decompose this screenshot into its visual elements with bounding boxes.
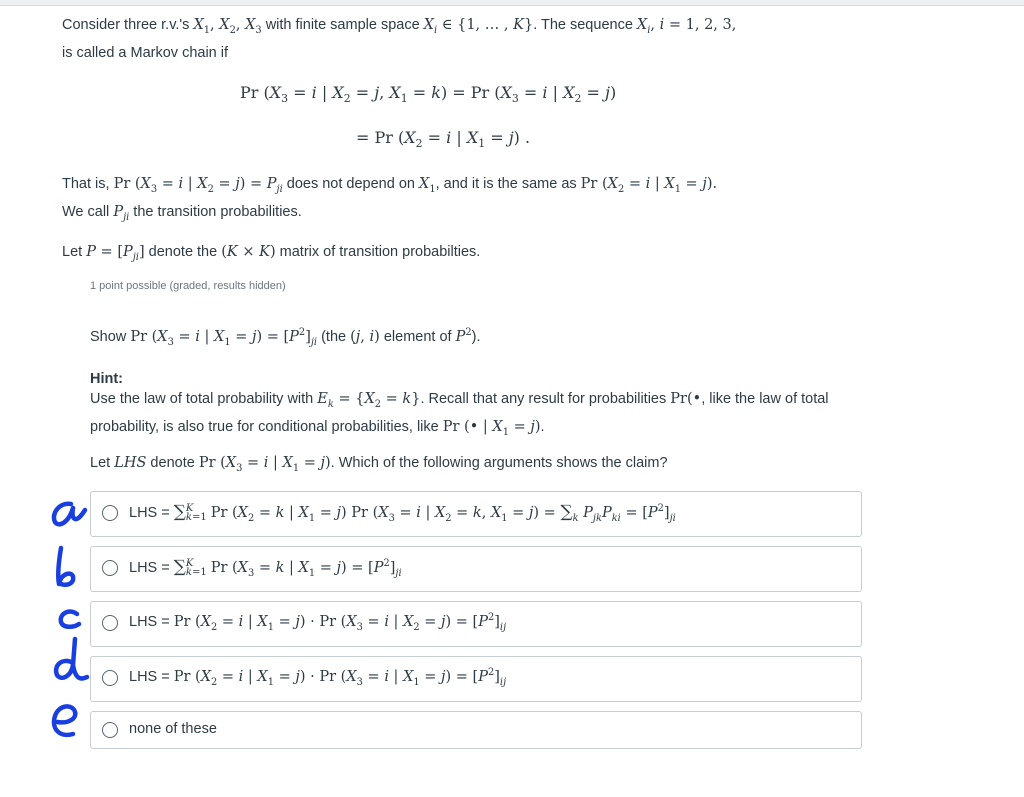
option-e-radio[interactable] xyxy=(102,722,118,738)
handwritten-d-annotation xyxy=(45,637,95,685)
show-claim: Show Pr ($X_3 = i$ | $X_1 = j) = [P^2]_{ji}$ (the (j, i) element of $P^2$). xyxy=(90,327,481,348)
option-e-label[interactable]: none of these xyxy=(129,721,217,737)
option-b[interactable] xyxy=(90,546,862,592)
transition-definition: That is, Pr ($X_3 = i$ | $X_2 = j) = P_{ji}$ does not depend on $X_1$, and it is the same as Pr ($X_2 = i$ | $X_1 = j$). We call $P_{ji}$ the transition probabilities. xyxy=(62,176,718,223)
option-d-label[interactable]: LHS = Pr ($X_2 = i$ | $X_1 = j) \cdot Pr$ ($X_3 = i$ | $X_1 = j) = [P^2]_{ij}$ xyxy=(129,667,507,688)
hint-body: Use the law of total probability with $E_k = \{X_2 = k\}$. Recall that any result for probabilities Pr(•, like the law of total probability, is also true for conditional probabilities, like Pr (• | $X_1 = j$). xyxy=(90,391,829,438)
option-b-radio[interactable] xyxy=(102,560,118,576)
handwritten-a-annotation xyxy=(45,496,95,544)
markov-equation: Pr ($X_3 = i$ | $X_2 = j$, $X_1 = k) = Pr$ ($X_3 = i$ | $X_2 = j$) xyxy=(240,83,617,106)
option-a-label[interactable]: LHS = ∑K k=1 Pr ($X_2 = k$ | $X_1 = j$) Pr ($X_3 = i$ | $X_2 = k$, $X_1 = j) = \sum_k$ $P_{jk}P_{ki} = [P^2]_{ji}$ xyxy=(129,502,676,524)
option-e[interactable] xyxy=(90,711,862,749)
option-a-radio[interactable] xyxy=(102,505,118,521)
points-possible-cropped: 1 point possible (graded, results hidden) xyxy=(90,280,286,292)
intro-space: $X_i$ ∈ {1, … , K} xyxy=(423,17,534,36)
handwritten-e-annotation xyxy=(45,696,95,744)
markov-equation-2: = Pr ($X_2 = i$ | $X_1 = j$) . xyxy=(356,128,531,151)
hint-title: Hint: xyxy=(90,371,124,387)
question-text: Let LHS denote Pr ($X_3 = i$ | $X_1 = j$). Which of the following arguments shows the claim? xyxy=(90,455,668,474)
matrix-definition: Let $P = [P_{ji}]$ denote the (K × K) matrix of transition probabilties. xyxy=(62,244,481,263)
option-c[interactable] xyxy=(90,601,862,647)
option-c-radio[interactable] xyxy=(102,615,118,631)
top-divider xyxy=(0,0,1024,6)
option-d[interactable] xyxy=(90,656,862,702)
intro-seq: $X_i$, i = 1, 2, 3, xyxy=(636,17,737,36)
intro-vars: $X_1$, $X_2$, $X_3$ xyxy=(193,17,262,36)
intro-text: Consider three r.v.'s $X_1$, $X_2$, $X_3$ with finite sample space $X_i$ ∈ {1, … , K}. The sequence $X_i$, i = 1, 2, 3, is called a Markov chain if xyxy=(62,17,737,61)
handwritten-b-annotation xyxy=(45,544,95,592)
option-c-label[interactable]: LHS = Pr ($X_2 = i$ | $X_1 = j) \cdot Pr$ ($X_3 = i$ | $X_2 = j) = [P^2]_{ij}$ xyxy=(129,612,507,633)
option-b-label[interactable]: LHS = ∑K k=1 Pr ($X_3 = k$ | $X_1 = j) = [P^2]_{ji}$ xyxy=(129,557,402,579)
option-d-radio[interactable] xyxy=(102,670,118,686)
option-a[interactable] xyxy=(90,491,862,537)
